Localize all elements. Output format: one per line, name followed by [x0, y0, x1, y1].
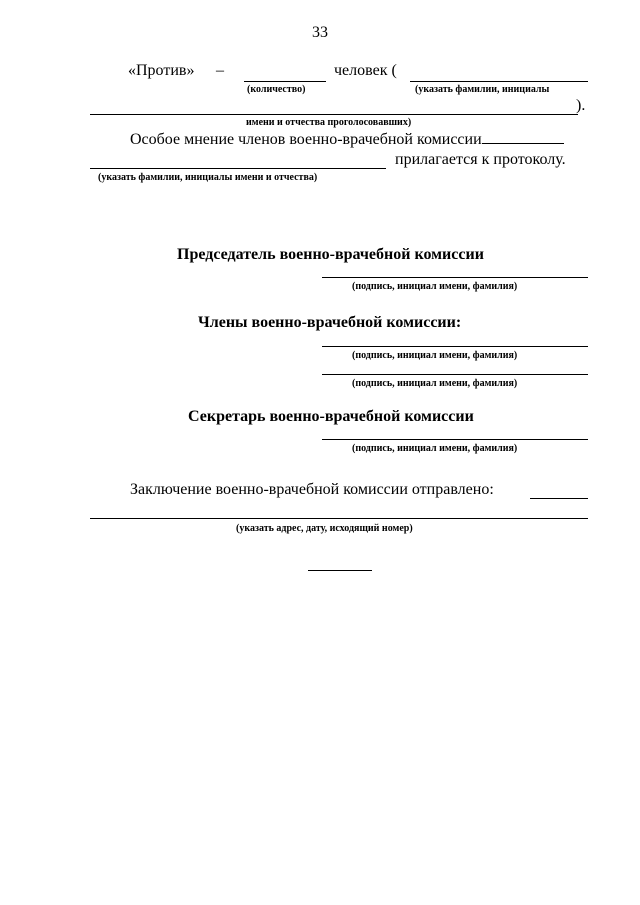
member-hint-2: (подпись, инициал имени, фамилия): [352, 378, 518, 389]
page-number: 33: [312, 24, 328, 41]
dissent-hint: (указать фамилии, инициалы имени и отчества): [98, 172, 318, 183]
conclusion-blank-2[interactable]: [90, 518, 588, 519]
names-close: ).: [576, 97, 586, 114]
member-hint-1: (подпись, инициал имени, фамилия): [352, 350, 518, 361]
conclusion-hint: (указать адрес, дату, исходящий номер): [236, 523, 413, 534]
secretary-hint: (подпись, инициал имени, фамилия): [352, 443, 518, 454]
dissent-text-1: [130, 131, 564, 149]
dissent-blank-2[interactable]: [90, 168, 386, 169]
names-blank-1[interactable]: [410, 81, 588, 82]
member-signature-line-2[interactable]: [322, 374, 588, 375]
votes-against-label: «Против»: [128, 62, 195, 79]
conclusion-text: Заключение военно-врачебной комиссии отправлено:: [130, 481, 494, 498]
closing-rule: [308, 570, 372, 571]
votes-against-unit: человек (: [334, 62, 397, 79]
count-blank[interactable]: [244, 81, 326, 82]
conclusion-blank-1[interactable]: [530, 498, 588, 499]
chairman-signature-line[interactable]: [322, 277, 588, 278]
dissent-blank-1[interactable]: [482, 143, 564, 144]
votes-against-dash: –: [216, 62, 224, 79]
names-hint-2: имени и отчества проголосовавших): [246, 117, 412, 128]
chairman-title: Председатель военно-врачебной комиссии: [177, 246, 484, 263]
dissent-text-1-label: Особое мнение членов военно-врачебной комиссии: [130, 131, 482, 148]
chairman-hint: (подпись, инициал имени, фамилия): [352, 281, 518, 292]
dissent-text-2: прилагается к протоколу.: [395, 151, 566, 168]
count-hint: (количество): [247, 84, 306, 95]
names-hint-1: (указать фамилии, инициалы: [415, 84, 550, 95]
members-title: Члены военно-врачебной комиссии:: [198, 314, 462, 331]
secretary-title: Секретарь военно-врачебной комиссии: [188, 408, 474, 425]
secretary-signature-line[interactable]: [322, 439, 588, 440]
names-blank-2[interactable]: [90, 114, 578, 115]
member-signature-line-1[interactable]: [322, 346, 588, 347]
